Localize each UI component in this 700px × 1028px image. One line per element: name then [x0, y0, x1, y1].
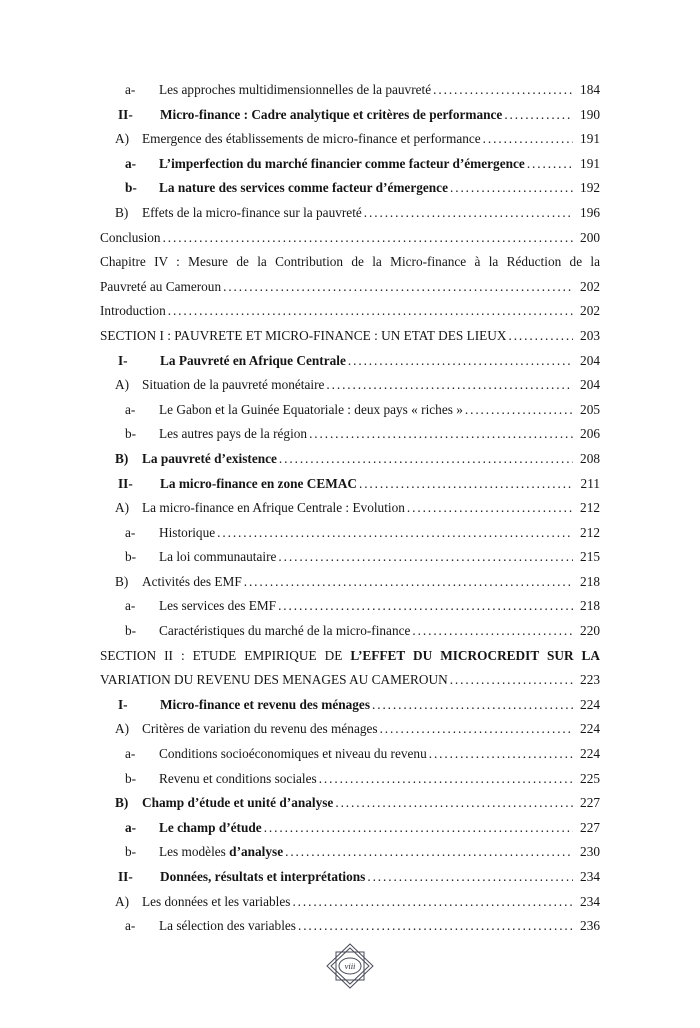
toc-entry-marker: b-: [125, 770, 137, 786]
toc-entry-text: [100, 226, 161, 251]
toc-text-segment: L’imperfection du marché financier comme facteur d’émergence: [159, 155, 525, 171]
toc-leader-dots: [364, 201, 573, 226]
toc-leader-dots: [298, 914, 573, 939]
toc-entry-text: [159, 521, 215, 546]
toc-entry: [100, 226, 600, 251]
toc-entry-text: [159, 742, 427, 767]
toc-leader-dots: [450, 668, 573, 693]
toc-leader-dots: [168, 299, 573, 324]
toc-entry-marker: a-: [125, 746, 136, 762]
toc-entry: [100, 890, 600, 915]
toc-entry-text: [142, 373, 324, 398]
toc-entry-text: [100, 275, 221, 300]
toc-entry-text: [160, 693, 370, 718]
toc-entry-marker: A): [115, 500, 130, 516]
toc-leader-dots: [348, 349, 573, 374]
toc-page-number: 236: [580, 918, 600, 934]
toc-entry-text: [160, 472, 357, 497]
toc-leader-dots: [359, 472, 573, 497]
toc-page-number: 202: [580, 278, 600, 294]
toc-entry: [100, 545, 600, 570]
toc-page-number: 227: [580, 795, 600, 811]
toc-leader-dots: [264, 816, 573, 841]
toc-text-segment: Les services des EMF: [159, 598, 277, 614]
toc-entry-text: [142, 127, 481, 152]
toc-text-segment: La pauvreté d’existence: [142, 450, 277, 466]
toc-leader-dots: [217, 521, 573, 546]
toc-list: [100, 78, 600, 939]
toc-text-segment: Micro-finance et revenu des ménages: [160, 696, 370, 712]
toc-text-segment: Le champ d’étude: [159, 819, 262, 835]
toc-text-segment: SECTION I : PAUVRETE ET MICRO-FINANCE : UN ETAT DES LIEUX: [100, 327, 507, 343]
toc-entry-marker: b-: [125, 549, 137, 565]
toc-entry-text: [100, 324, 506, 349]
toc-entry: [100, 103, 600, 128]
toc-entry: [100, 422, 600, 447]
toc-leader-dots: [163, 226, 573, 251]
toc-entry-marker: A): [115, 377, 130, 393]
toc-entry-marker: a-: [125, 524, 136, 540]
toc-entry-marker: II-: [118, 869, 133, 884]
toc-text-segment: Les données et les variables: [142, 893, 291, 909]
toc-text-segment: Situation de la pauvreté monétaire: [142, 377, 325, 393]
toc-entry: [100, 373, 600, 398]
toc-leader-dots: [372, 693, 573, 718]
toc-entry-marker: a-: [125, 918, 136, 934]
toc-page-number: 205: [580, 401, 600, 417]
toc-entry-text: [100, 299, 166, 324]
toc-page-number: 212: [580, 500, 600, 516]
toc-entry: [100, 619, 600, 644]
toc-leader-dots: [335, 791, 573, 816]
toc-text-segment: Les approches multidimensionnelles de la pauvreté: [159, 82, 432, 97]
toc-text-segment: L’EFFET DU MICROCREDIT SUR LA: [350, 647, 601, 663]
toc-entry-text: [159, 816, 262, 841]
toc-page-number: 204: [580, 352, 600, 368]
toc-entry-text: [100, 668, 448, 693]
toc-entry: [100, 668, 600, 693]
toc-entry-marker: I-: [118, 352, 128, 368]
toc-entry: [100, 767, 600, 792]
toc-text-segment: Historique: [159, 524, 216, 540]
toc-entry-marker: b-: [125, 844, 137, 860]
toc-text-segment: La micro-finance en Afrique Centrale : Evolution: [142, 500, 405, 516]
toc-page-number: 202: [580, 303, 600, 319]
toc-entry: [100, 840, 600, 865]
toc-page-number: 224: [580, 696, 600, 712]
toc-leader-dots: [450, 176, 573, 201]
toc-entry-text: [159, 398, 463, 423]
toc-entry-text: [160, 349, 346, 374]
toc-leader-dots: [292, 890, 573, 915]
toc-entry-marker: b-: [125, 180, 137, 196]
toc-entry-marker: b-: [125, 623, 137, 639]
toc-entry-marker: a-: [125, 401, 136, 417]
toc-entry: [100, 693, 600, 718]
toc-entry: [100, 176, 600, 201]
toc-entry-marker: B): [115, 450, 129, 466]
toc-text-segment: Conditions socioéconomiques et niveau du revenu: [159, 746, 427, 762]
toc-text-segment: Le Gabon et la Guinée Equatoriale : deux pays « riches »: [159, 401, 463, 417]
toc-entry-text: [142, 717, 378, 742]
toc-entry-text: [142, 447, 277, 472]
toc-leader-dots: [285, 840, 573, 865]
toc-text-segment: Activités des EMF: [142, 573, 242, 589]
toc-leader-dots: [433, 78, 573, 103]
toc-entry-text: [160, 865, 365, 890]
toc-text-segment: Les autres pays de la région: [159, 426, 308, 442]
toc-text-segment: Emergence des établissements de micro-finance et performance: [142, 131, 481, 147]
toc-leader-dots: [223, 275, 573, 300]
toc-entry: [100, 914, 600, 939]
toc-entry: [100, 816, 600, 841]
toc-text-segment: SECTION II : ETUDE EMPIRIQUE DE: [100, 647, 351, 663]
toc-page-number: 204: [580, 377, 600, 393]
toc-page-number: 203: [580, 327, 600, 343]
toc-entry-text: [159, 619, 410, 644]
toc-entry-marker: II-: [118, 475, 133, 491]
toc-page-number: 218: [580, 573, 600, 589]
toc-entry: [100, 201, 600, 226]
toc-page-number: 190: [580, 106, 600, 122]
toc-entry: [100, 127, 600, 152]
toc-leader-dots: [279, 447, 573, 472]
toc-page-number: 227: [580, 819, 600, 835]
toc-page-number: 220: [580, 623, 600, 639]
toc-page-number: 212: [580, 524, 600, 540]
toc-entry-marker: B): [115, 573, 129, 589]
toc-text-segment: Chapitre IV : Mesure de la Contribution de la Micro-finance à la Réduction de la: [100, 254, 600, 270]
toc-entry-text: [159, 840, 283, 865]
toc-entry-marker: a-: [125, 598, 136, 614]
toc-leader-dots: [407, 496, 573, 521]
toc-entry-text: [142, 890, 290, 915]
toc-entry-text: [159, 176, 448, 201]
toc-page-number: 200: [580, 229, 600, 245]
toc-page-number: 224: [580, 746, 600, 762]
toc-text-segment: Champ d’étude et unité d’analyse: [142, 795, 334, 811]
toc-text-segment: La sélection des variables: [159, 918, 296, 934]
toc-leader-dots: [504, 103, 573, 128]
toc-entry-marker: B): [115, 204, 129, 220]
toc-entry: [100, 152, 600, 177]
toc-entry: [100, 742, 600, 767]
toc-text-segment: Données, résultats et interprétations: [160, 869, 366, 884]
toc-leader-dots: [412, 619, 573, 644]
toc-entry-marker: II-: [118, 106, 133, 122]
toc-page-number: 208: [580, 450, 600, 466]
toc-leader-dots: [367, 865, 573, 890]
toc-page-number: 225: [580, 770, 600, 786]
toc-page-number: 218: [580, 598, 600, 614]
toc-leader-dots: [319, 767, 573, 792]
toc-leader-dots: [527, 152, 573, 177]
toc-entry-text: [159, 152, 525, 177]
toc-entry-marker: a-: [125, 819, 137, 835]
toc-page-number: 184: [580, 82, 600, 97]
toc-entry: [100, 496, 600, 521]
toc-text-segment: Effets de la micro-finance sur la pauvreté: [142, 204, 362, 220]
toc-leader-dots: [326, 373, 573, 398]
toc-entry-text: [159, 78, 431, 103]
toc-text-segment: d’analyse: [229, 844, 284, 860]
toc-entry-marker: A): [115, 721, 130, 737]
toc-page-number: 223: [580, 672, 600, 688]
toc-entry: [100, 570, 600, 595]
toc-leader-dots: [483, 127, 573, 152]
page-number-label: viii: [344, 961, 356, 971]
toc-entry-marker: A): [115, 893, 130, 909]
toc-entry-marker: A): [115, 131, 130, 147]
toc-leader-dots: [465, 398, 573, 423]
toc-entry: [100, 865, 600, 890]
toc-text-segment: Critères de variation du revenu des ménages: [142, 721, 378, 737]
toc-text-segment: Conclusion: [100, 229, 161, 245]
toc-page-number: 230: [580, 844, 600, 860]
toc-text-segment: VARIATION DU REVENU DES MENAGES AU CAMEROUN: [100, 672, 448, 688]
toc-entry-text: [159, 594, 276, 619]
toc-text-segment: Pauvreté au Cameroun: [100, 278, 222, 294]
toc-text-segment: La micro-finance en zone CEMAC: [160, 475, 357, 491]
toc-text-segment: La Pauvreté en Afrique Centrale: [160, 352, 346, 368]
toc-text-segment: Caractéristiques du marché de la micro-finance: [159, 623, 411, 639]
toc-entry: [100, 594, 600, 619]
toc-entry-marker: a-: [125, 155, 137, 171]
toc-entry-text: [142, 496, 405, 521]
toc-entry-text: [142, 570, 242, 595]
toc-entry-text: [142, 791, 333, 816]
toc-leader-dots: [309, 422, 573, 447]
toc-entry-text: [159, 422, 307, 447]
toc-entry: [100, 791, 600, 816]
toc-entry-first-line: [100, 250, 600, 275]
toc-entry-marker: a-: [125, 82, 136, 97]
toc-entry-text: [142, 201, 362, 226]
toc-entry-first-line: [100, 644, 600, 669]
toc-leader-dots: [244, 570, 573, 595]
toc-entry-marker: b-: [125, 426, 137, 442]
toc-entry: [100, 521, 600, 546]
toc-entry: [100, 472, 600, 497]
toc-leader-dots: [429, 742, 573, 767]
toc-entry-text: [159, 545, 276, 570]
toc-text-segment: Revenu et conditions sociales: [159, 770, 317, 786]
toc-page-number: 224: [580, 721, 600, 737]
toc-page-number: 234: [580, 893, 600, 909]
toc-text-segment: Introduction: [100, 303, 166, 319]
toc-leader-dots: [278, 545, 573, 570]
toc-page-number: 215: [580, 549, 600, 565]
page-footer: [0, 942, 700, 990]
toc-entry: [100, 324, 600, 349]
toc-leader-dots: [278, 594, 573, 619]
toc-page-number: 206: [580, 426, 600, 442]
toc-entry-text: [159, 767, 317, 792]
toc-page-number: 211: [580, 475, 600, 491]
toc-entry: [100, 447, 600, 472]
toc-text-segment: Les modèles: [159, 844, 230, 860]
toc-page-number: 191: [580, 155, 600, 171]
footer-ornament-icon: [325, 942, 375, 990]
toc-entry: [100, 299, 600, 324]
toc-entry: [100, 275, 600, 300]
toc-leader-dots: [508, 324, 573, 349]
toc-page-number: 191: [580, 131, 600, 147]
toc-page-number: 196: [580, 204, 600, 220]
toc-leader-dots: [380, 717, 573, 742]
toc-page-number: 234: [580, 869, 600, 884]
toc-entry-marker: I-: [118, 696, 128, 712]
toc-text-segment: La nature des services comme facteur d’émergence: [159, 180, 448, 196]
toc-entry-text: [159, 914, 296, 939]
toc-entry: [100, 349, 600, 374]
toc-page-number: 192: [580, 180, 600, 196]
toc-entry: [100, 398, 600, 423]
toc-entry: [100, 717, 600, 742]
toc-entry-text: [160, 103, 502, 128]
toc-entry: [100, 78, 600, 103]
toc-entry-marker: B): [115, 795, 129, 811]
toc-text-segment: Micro-finance : Cadre analytique et critères de performance: [160, 106, 503, 122]
toc-text-segment: La loi communautaire: [159, 549, 277, 565]
